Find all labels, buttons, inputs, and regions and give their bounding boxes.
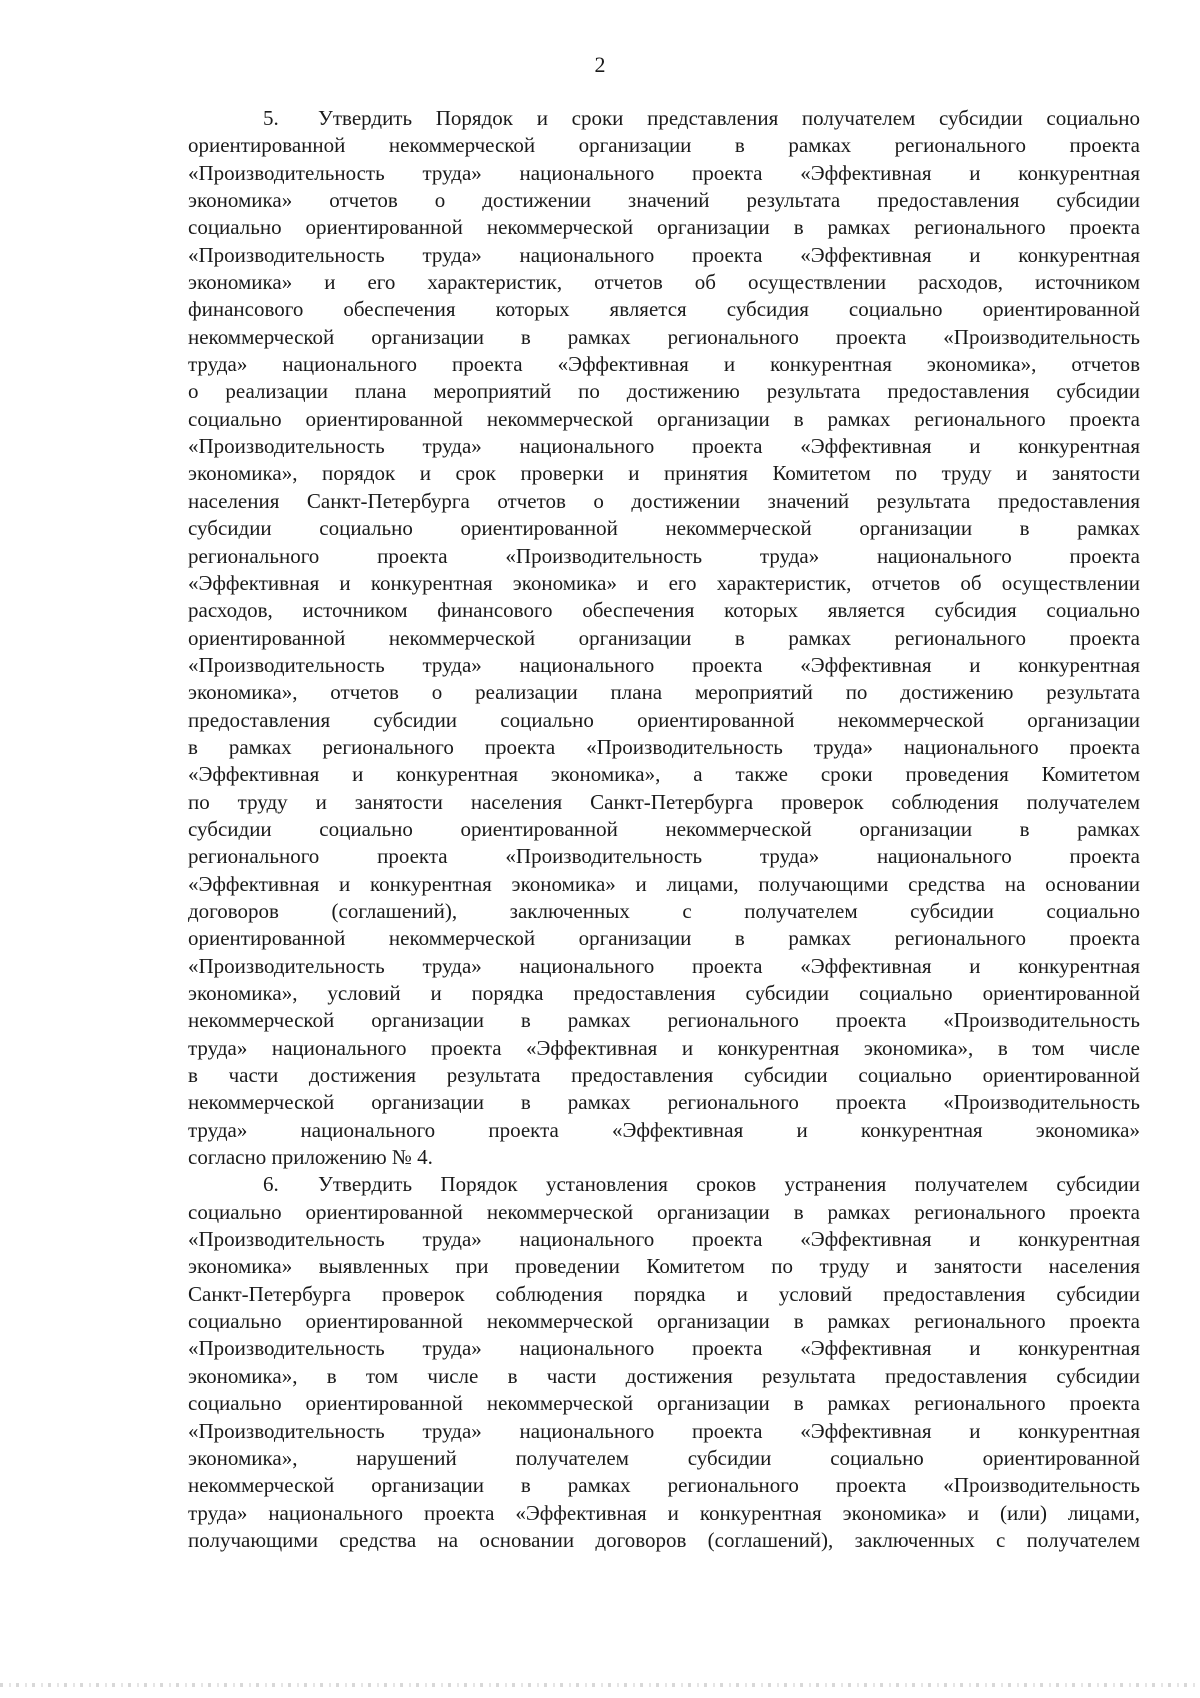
document-body [188, 105, 1140, 1554]
text-line: экономика» отчетов о достижении значений результата предоставления субсидии [188, 188, 1140, 213]
text-line: субсидии социально ориентированной некоммерческой организации в рамках [188, 816, 1140, 841]
text-line: финансового обеспечения которых является субсидия социально ориентированной [188, 297, 1140, 322]
text-line: Санкт-Петербурга проверок соблюдения порядка и условий предоставления субсидии [188, 1281, 1140, 1306]
text-line: в части достижения результата предоставления субсидии социально ориентированной [188, 1063, 1140, 1088]
text-line: предоставления субсидии социально ориентированной некоммерческой организации [188, 707, 1140, 732]
text-line: по труду и занятости населения Санкт-Петербурга проверок соблюдения получателем [188, 789, 1140, 814]
paragraph-5 [188, 105, 1140, 1171]
text-line: расходов, источником финансового обеспечения которых является субсидия социально [188, 598, 1140, 623]
text-line: ориентированной некоммерческой организации в рамках регионального проекта [188, 926, 1140, 951]
text-line: ориентированной некоммерческой организации в рамках регионального проекта [188, 133, 1140, 158]
text-line: социально ориентированной некоммерческой организации в рамках регионального проекта [188, 1199, 1140, 1224]
text-line: некоммерческой организации в рамках регионального проекта «Производительность [188, 324, 1140, 349]
paragraph-first-line [188, 105, 1140, 132]
text-line: «Производительность труда» национального проекта «Эффективная и конкурентная [188, 953, 1140, 978]
text-line: «Производительность труда» национального проекта «Эффективная и конкурентная [188, 434, 1140, 459]
text-line: «Эффективная и конкурентная экономика» и лицами, получающими средства на основании [188, 871, 1140, 896]
text-line: населения Санкт-Петербурга отчетов о достижении значений результата предоставления [188, 488, 1140, 513]
scan-artifact-line [0, 1683, 1200, 1687]
page-number: 2 [594, 52, 606, 77]
text-line: социально ориентированной некоммерческой организации в рамках регионального проекта [188, 406, 1140, 431]
text-line: «Производительность труда» национального проекта «Эффективная и конкурентная [188, 652, 1140, 677]
text-line: в рамках регионального проекта «Производительность труда» национального проекта [188, 734, 1140, 759]
text-line: экономика», отчетов о реализации плана мероприятий по достижению результата [188, 680, 1140, 705]
paragraph-number: 6. [263, 1172, 279, 1197]
text-line: договоров (соглашений), заключенных с получателем субсидии социально [188, 898, 1140, 923]
text-line: экономика», нарушений получателем субсидии социально ориентированной [188, 1445, 1140, 1470]
text-line: «Производительность труда» национального проекта «Эффективная и конкурентная [188, 1418, 1140, 1443]
text-line: регионального проекта «Производительность труда» национального проекта [188, 844, 1140, 869]
text-line: экономика» и его характеристик, отчетов об осуществлении расходов, источником [188, 270, 1140, 295]
paragraph-6 [188, 1171, 1140, 1554]
paragraph-first-line-text: Утвердить Порядок установления сроков устранения получателем субсидии [318, 1172, 1140, 1197]
text-line: экономика» выявленных при проведении Комитетом по труду и занятости населения [188, 1254, 1140, 1279]
text-line: социально ориентированной некоммерческой организации в рамках регионального проекта [188, 215, 1140, 240]
text-line: «Производительность труда» национального проекта «Эффективная и конкурентная [188, 242, 1140, 267]
text-line: некоммерческой организации в рамках регионального проекта «Производительность [188, 1090, 1140, 1115]
paragraph-number: 5. [263, 106, 279, 130]
paragraph-first-line-text: Утвердить Порядок и сроки представления получателем субсидии социально [318, 106, 1140, 130]
text-line: «Производительность труда» национального проекта «Эффективная и конкурентная [188, 160, 1140, 185]
text-line: некоммерческой организации в рамках регионального проекта «Производительность [188, 1473, 1140, 1498]
text-line: труда» национального проекта «Эффективная и конкурентная экономика» [188, 1117, 1140, 1142]
text-line: социально ориентированной некоммерческой организации в рамках регионального проекта [188, 1391, 1140, 1416]
text-line: ориентированной некоммерческой организации в рамках регионального проекта [188, 625, 1140, 650]
text-line: «Эффективная и конкурентная экономика» и его характеристик, отчетов об осуществлении [188, 570, 1140, 595]
text-line: «Производительность труда» национального проекта «Эффективная и конкурентная [188, 1336, 1140, 1361]
text-line: экономика», порядок и срок проверки и принятия Комитетом по труду и занятости [188, 461, 1140, 486]
text-line: социально ориентированной некоммерческой организации в рамках регионального проекта [188, 1309, 1140, 1334]
text-line: «Производительность труда» национального проекта «Эффективная и конкурентная [188, 1227, 1140, 1252]
text-line: о реализации плана мероприятий по достижению результата предоставления субсидии [188, 379, 1140, 404]
text-line: «Эффективная и конкурентная экономика», а также сроки проведения Комитетом [188, 762, 1140, 787]
paragraph-first-line [188, 1171, 1140, 1198]
text-line: некоммерческой организации в рамках регионального проекта «Производительность [188, 1008, 1140, 1033]
text-line: труда» национального проекта «Эффективная и конкурентная экономика» и (или) лицами, [188, 1500, 1140, 1525]
text-line: труда» национального проекта «Эффективная и конкурентная экономика», отчетов [188, 352, 1140, 377]
text-line: регионального проекта «Производительность труда» национального проекта [188, 543, 1140, 568]
text-line-last: согласно приложению № 4. [188, 1145, 433, 1170]
text-line: экономика», в том числе в части достижения результата предоставления субсидии [188, 1363, 1140, 1388]
text-line: субсидии социально ориентированной некоммерческой организации в рамках [188, 516, 1140, 541]
text-line: получающими средства на основании договоров (соглашений), заключенных с получателем [188, 1527, 1140, 1552]
text-line: экономика», условий и порядка предоставления субсидии социально ориентированной [188, 981, 1140, 1005]
text-line: труда» национального проекта «Эффективная и конкурентная экономика», в том числе [188, 1035, 1140, 1060]
